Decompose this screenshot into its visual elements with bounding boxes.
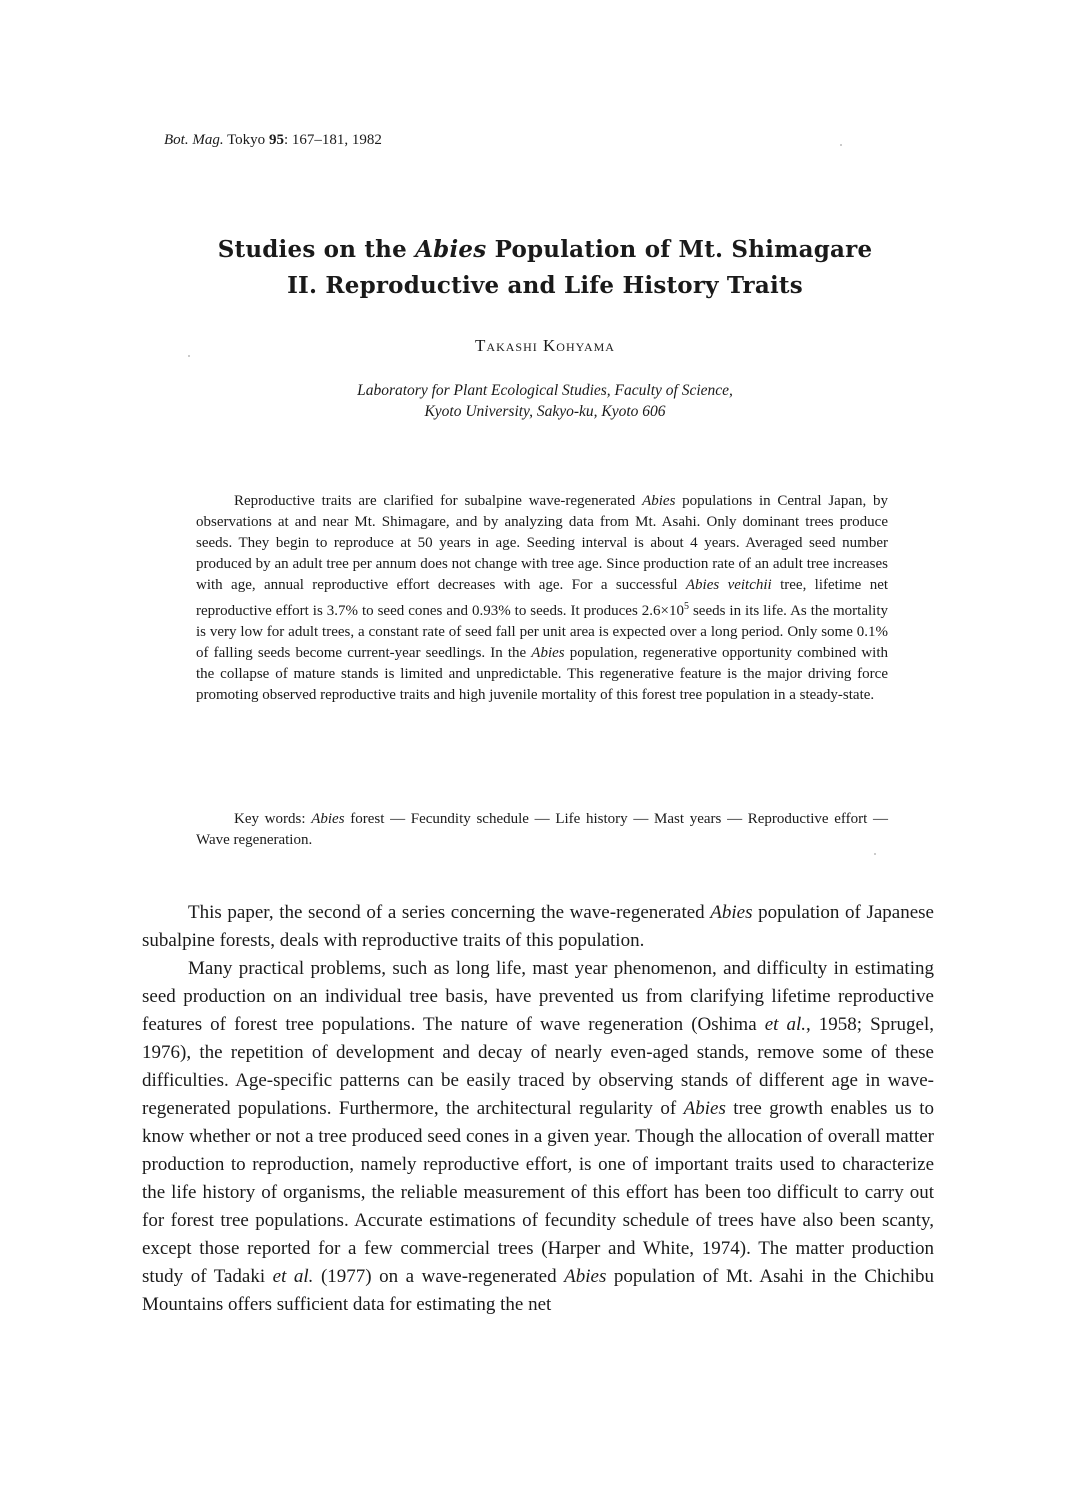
scan-speck (874, 853, 876, 855)
scan-speck (188, 355, 190, 357)
title-line-1: Studies on the Abies Population of Mt. Shimagare (217, 236, 873, 263)
body-paragraph-2: Many practical problems, such as long life, mast year phenomenon, and difficulty in estimating seed production on an individual tree basis, have prevented us from clarifying lifetime reproductive features of forest tree populations. The nature of wave regeneration (Oshima et al., 1958; Sprugel, 1976), the repetition of development and decay of nearly even-aged stands, remove some of these difficulties. Age-specific patterns can be easily traced by observing stands of different age in wave-regenerated populations. Furthermore, the architectural regularity of Abies tree growth enables us to know whether or not a tree produced seed cones in a given year. Though the allocation of overall matter production to reproduction, namely reproductive effort, is one of important traits used to characterize the life history of organisms, the reliable measurement of this effort has been too difficult to carry out for forest tree populations. Accurate estimations of fecundity schedule of trees have also been scanty, except those reported for a few commercial trees (Harper and White, 1974). The matter production study of Tadaki et al. (1977) on a wave-regenerated Abies population of Mt. Asahi in the Chichibu Mountains offers sufficient data for estimating the net (142, 958, 934, 1315)
title-genus: Abies (415, 236, 487, 263)
affiliation (0, 380, 1080, 422)
journal-pages: 167–181, 1982 (291, 132, 382, 148)
affiliation-line-2: Kyoto University, Sakyo-ku, Kyoto 606 (424, 403, 666, 420)
journal-name: Bot. Mag. (164, 132, 224, 148)
journal-place: Tokyo (227, 132, 266, 148)
keywords: Key words: Abies forest — Fecundity schedule — Life history — Mast years — Reproductive effort — Wave regeneration. (196, 811, 888, 848)
journal-citation: Bot. Mag. Tokyo 95: 167–181, 1982 (164, 132, 382, 148)
affiliation-line-1: Laboratory for Plant Ecological Studies, Faculty of Science, (357, 382, 733, 399)
abstract (196, 491, 888, 706)
body-paragraph-1: This paper, the second of a series concerning the wave-regenerated Abies population of Japanese subalpine forests, deals with reproductive traits of this population. (142, 902, 934, 951)
keywords-label: Key words: (234, 811, 306, 827)
abstract-paragraph: Reproductive traits are clarified for subalpine wave-regenerated Abies populations in Central Japan, by observations at and near Mt. Shimagare, and by analyzing data from Mt. Asahi. Only dominant trees produce seeds. They begin to reproduce at 50 years in age. Seeding interval is about 4 years. Averaged seed number produced by an adult tree per annum does not change with tree age. Since production rate of an adult tree increases with age, annual reproductive effort decreases with age. For a successful Abies veitchii tree, lifetime net reproductive effort is 3.7% to seed cones and 0.93% to seeds. It produces $2.6\times 10^5$ seeds in its life. As the mortality is very low for adult trees, a constant rate of seed fall per unit area is expected over a long period. Only some 0.1% of falling seeds become current-year seedlings. In the Abies population, regenerative opportunity combined with the collapse of mature stands is limited and unpredictable. This regenerative feature is the major driving force promoting observed reproductive traits and high juvenile mortality of this forest tree population in a steady-state. (196, 493, 889, 703)
author-name: Takashi Kohyama (475, 336, 615, 355)
body-text (142, 899, 934, 1319)
paper-title (0, 232, 1080, 304)
title-line-2: II. Reproductive and Life History Traits (287, 272, 803, 299)
scan-speck (840, 144, 842, 146)
journal-volume: 95 (268, 132, 284, 148)
